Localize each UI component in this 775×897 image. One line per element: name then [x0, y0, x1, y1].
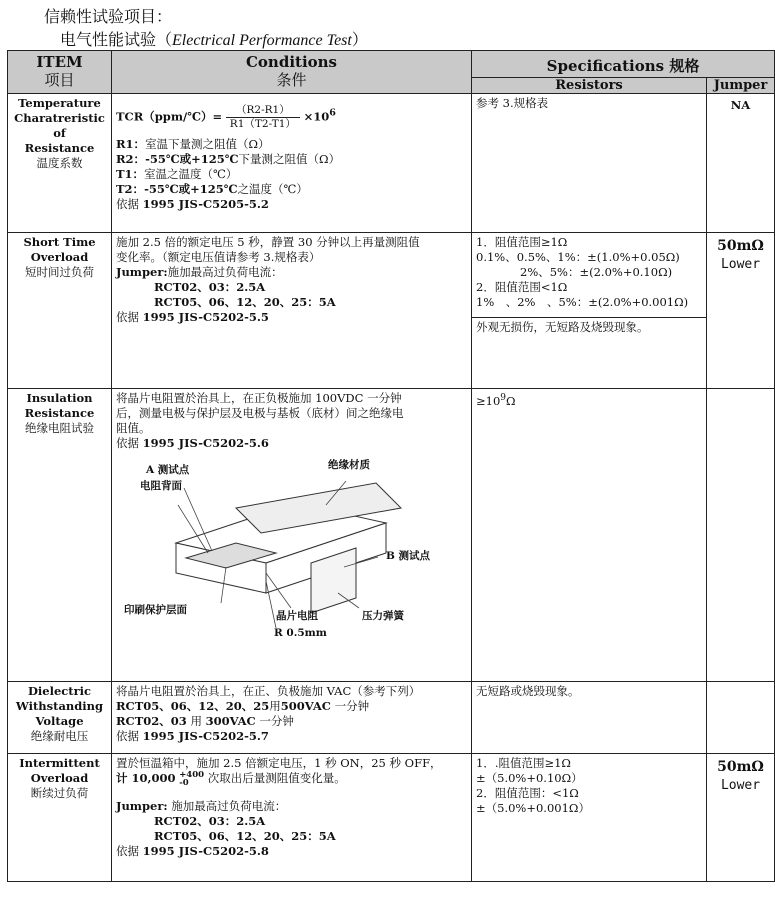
models-group-1: RCT05、06、12、20、25	[116, 699, 270, 713]
connector-text: 用	[269, 699, 281, 713]
reference-cn: 依据	[116, 310, 139, 324]
condition-line: 阻值。	[116, 421, 151, 435]
condition-line: 将晶片电阻置於治具上，在正、负极施加 VAC（参考下列）	[116, 684, 421, 698]
item-header-en: ITEM	[36, 53, 83, 71]
t2-temp: -55℃或+125℃	[144, 182, 238, 196]
voltage-500: 500VAC	[280, 699, 331, 713]
resistors-cell	[472, 754, 707, 882]
item-line: Temperature	[18, 96, 101, 110]
formula-numerator: （R2-R1）	[226, 104, 300, 118]
conditions-cell	[112, 389, 472, 682]
subtitle-end: ）	[351, 30, 368, 49]
subtitle-en: Electrical Performance Test	[172, 32, 352, 49]
jumper-value: 50mΩ	[717, 759, 764, 775]
models-group-2: RCT02、03	[116, 714, 187, 728]
item-cn: 绝缘耐电压	[30, 729, 89, 743]
item-cn: 绝缘电阻试验	[25, 421, 94, 435]
item-header	[8, 51, 112, 94]
formula-left: TCR（ppm/℃）=	[116, 109, 223, 124]
spec-base: ≥10	[476, 393, 501, 408]
item-line: Resistance	[24, 141, 95, 155]
item-line: Overload	[30, 771, 89, 785]
insulation-fixture-diagram	[116, 459, 456, 648]
label-back-side: 电阻背面	[140, 480, 182, 492]
condition-line: 变化率。（额定电压值请参考 3.规格表）	[116, 250, 321, 264]
spec-line: 1．.阻值范围≥1Ω	[476, 756, 571, 770]
connector-text: 用	[190, 714, 202, 728]
formula-exponent: 6	[329, 107, 336, 119]
label-a-point: A 测试点	[146, 464, 190, 476]
reference	[116, 197, 467, 212]
table-row	[8, 389, 775, 682]
header-row	[8, 51, 775, 78]
condition-line	[116, 699, 467, 714]
condition-line	[116, 771, 467, 787]
current-rct05: RCT05、06、12、20、25：5A	[154, 295, 336, 309]
spec-line: 1．阻值范围≥1Ω	[476, 235, 568, 249]
spec-line: 1% 、2% 、5%：±(2.0%+0.001Ω)	[476, 295, 689, 309]
table-row	[8, 754, 775, 882]
tolerance-minus: -0	[179, 778, 189, 788]
label-b-point: B 测试点	[386, 550, 431, 562]
reference-code: 1995 JIS-C5202-5.7	[142, 729, 269, 743]
formula-denominator: R1（T2-T1）	[229, 118, 296, 130]
spec-line: 2．阻值范围<1Ω	[476, 280, 568, 294]
r2-def	[116, 152, 467, 167]
current-rct02: RCT02、03：2.5A	[154, 814, 266, 828]
r1-def	[116, 137, 467, 152]
current-rct05: RCT05、06、12、20、25：5A	[154, 829, 336, 843]
r1-text: 室温下量测之阻值（Ω）	[145, 137, 270, 151]
reference-cn: 依据	[116, 729, 139, 743]
t1-def	[116, 167, 467, 182]
conditions-cell	[112, 682, 472, 754]
item-line: Withstanding	[15, 699, 104, 713]
table-row	[8, 94, 775, 233]
jumper-condition	[116, 799, 467, 814]
spec-block	[472, 233, 706, 318]
duration-text: 一分钟	[259, 714, 294, 728]
spec-line: 0.1%、0.5%、1%：±(1.0%+0.05Ω)	[476, 250, 680, 264]
r1-label: R1：	[116, 137, 146, 151]
label-radius: R 0.5mm	[274, 627, 327, 639]
spec-exponent: 9	[500, 393, 507, 403]
item-line: Overload	[30, 250, 89, 264]
jumper-label: Jumper:	[116, 265, 168, 279]
jumper-cell	[707, 682, 775, 754]
condition-line: 将晶片电阻置於治具上，在正负极施加 100VDC 一分钟	[116, 391, 402, 405]
condition-line: 后，测量电极与保护层及电极与基板（底材）间之绝缘电	[116, 406, 404, 420]
jumper-header: Jumper	[707, 78, 775, 94]
voltage-300: 300VAC	[205, 714, 256, 728]
item-cell	[8, 389, 112, 682]
r2-text: 下量测之阻值（Ω）	[238, 152, 341, 166]
spec-line: 2%、5%：±(2.0%+0.10Ω)	[520, 265, 673, 279]
item-cn: 断续过负荷	[30, 786, 89, 800]
condition-line	[116, 714, 467, 729]
resistors-cell	[472, 94, 707, 233]
reference-cn: 依据	[116, 844, 139, 858]
duration-text: 一分钟	[334, 699, 370, 713]
reference-code: 1995 JIS-C5202-5.5	[142, 310, 269, 324]
label-spring: 压力弹簧	[362, 610, 404, 622]
spec-text: 参考 3.规格表	[476, 96, 549, 110]
spec-text: 无短路或烧毁现象。	[476, 684, 580, 698]
spec-appearance: 外观无损伤，无短路及烧毁现象。	[476, 320, 649, 334]
item-line: Insulation	[26, 391, 93, 405]
resistors-cell	[472, 233, 707, 389]
reference-code: 1995 JIS-C5202-5.6	[142, 436, 269, 450]
resistors-cell	[472, 389, 707, 682]
jumper-condition	[116, 265, 467, 280]
jumper-label: Jumper:	[116, 799, 168, 813]
reference-cn: 依据	[116, 197, 139, 211]
item-line: Resistance	[24, 406, 95, 420]
jumper-cell	[707, 389, 775, 682]
item-line: Charatreristic	[14, 111, 105, 125]
spec-line: ±（5.0%+0.10Ω）	[476, 771, 583, 785]
t1-label: T1：	[116, 167, 145, 181]
section-subtitle	[60, 27, 368, 50]
jumper-value: NA	[730, 98, 751, 112]
spec-unit: Ω	[506, 393, 516, 408]
condition-line: 置於恒温箱中，施加 2.5 倍额定电压，1 秒 ON，25 秒 OFF，	[116, 756, 442, 770]
formula-right: ×10	[303, 109, 330, 124]
item-cell	[8, 94, 112, 233]
tolerance-plus: +400	[179, 770, 205, 780]
t2-text: 之温度（℃）	[237, 182, 308, 196]
conditions-cell	[112, 94, 472, 233]
t2-def	[116, 182, 467, 197]
specifications-header: Specifications 规格	[472, 51, 775, 78]
resistors-header: Resistors	[472, 78, 707, 94]
item-cell	[8, 233, 112, 389]
cycle-count: 计 10,000	[116, 771, 176, 785]
conditions-header	[112, 51, 472, 94]
jumper-lower: Lower	[720, 257, 761, 272]
reference	[116, 729, 467, 744]
r2-temp: -55℃或+125℃	[145, 152, 239, 166]
jumper-value: 50mΩ	[717, 238, 764, 254]
conditions-cell	[112, 754, 472, 882]
conditions-header-en: Conditions	[245, 53, 338, 71]
cycle-tolerance	[179, 771, 204, 787]
r2-label: R2：	[116, 152, 146, 166]
item-line: Voltage	[35, 714, 84, 728]
resistors-cell	[472, 682, 707, 754]
item-line: Intermittent	[19, 756, 100, 770]
reference-code: 1995 JIS-C5202-5.8	[142, 844, 269, 858]
jumper-cell	[707, 754, 775, 882]
current-rct02: RCT02、03：2.5A	[154, 280, 266, 294]
jumper-lower: Lower	[720, 778, 761, 793]
table-row	[8, 233, 775, 389]
label-print-layer: 印刷保护层面	[124, 604, 187, 616]
item-line: Dielectric	[27, 684, 92, 698]
item-cn: 温度系数	[36, 156, 83, 170]
table-row	[8, 682, 775, 754]
reference-code: 1995 JIS-C5205-5.2	[142, 197, 269, 211]
tcr-formula	[116, 104, 467, 131]
formula-fraction	[226, 104, 300, 131]
jumper-text: 施加最高过负荷电流：	[171, 799, 287, 813]
spec-line: ±（5.0%+0.001Ω）	[476, 801, 590, 815]
jumper-cell	[707, 94, 775, 233]
conditions-cell	[112, 233, 472, 389]
reference	[116, 436, 467, 451]
cycle-text: 次取出后量测阻值变化量。	[207, 771, 346, 785]
jumper-cell	[707, 233, 775, 389]
item-cell	[8, 754, 112, 882]
condition-line: 施加 2.5 倍的额定电压 5 秒，静置 30 分钟以上再量测阻值	[116, 235, 420, 249]
reference	[116, 310, 467, 325]
item-line: Short Time	[23, 235, 96, 249]
t2-label: T2：	[116, 182, 145, 196]
reference-cn: 依据	[116, 436, 139, 450]
section-title: 信赖性试验项目：	[44, 7, 173, 26]
item-header-cn: 项目	[44, 71, 75, 89]
electrical-test-table	[7, 50, 775, 882]
subtitle-cn: 电气性能试验（	[60, 30, 173, 49]
label-insulation: 绝缘材质	[328, 459, 370, 471]
reference	[116, 844, 467, 859]
item-cn: 短时间过负荷	[25, 265, 94, 279]
jumper-text: 施加最高过负荷电流：	[167, 265, 283, 279]
t1-text: 室温之温度（℃）	[144, 167, 238, 181]
conditions-header-cn: 条件	[276, 71, 307, 89]
item-line: of	[53, 126, 66, 140]
label-chip-resistor: 晶片电阻	[276, 610, 318, 622]
spec-line: 2．阻值范围：<1Ω	[476, 786, 579, 800]
item-cell	[8, 682, 112, 754]
